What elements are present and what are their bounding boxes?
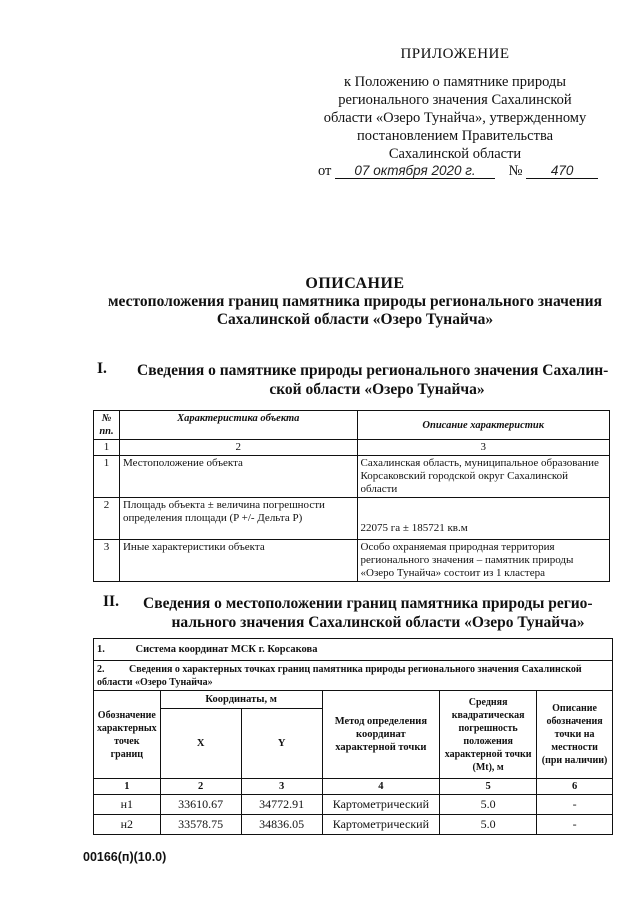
table-row xyxy=(94,795,613,815)
object-info-table xyxy=(93,410,610,582)
header-x: X xyxy=(160,709,241,779)
row-description: Особо охраняемая природная территория регионального значения – памятник природы «Озеро Тунайча» состоит из 1 кластера xyxy=(357,540,609,582)
point-y: 34772.91 xyxy=(241,795,322,815)
point-x: 33578.75 xyxy=(160,815,241,835)
section-2-title xyxy=(143,594,613,632)
points-info-num: 2. xyxy=(97,663,105,675)
table-header-row xyxy=(94,411,610,440)
header-description: Описание характеристик xyxy=(357,411,609,440)
points-info-row xyxy=(94,661,613,691)
header-num: № пп. xyxy=(94,411,120,440)
table-row xyxy=(94,498,610,540)
coord-system-row xyxy=(94,639,613,661)
table-row xyxy=(94,456,610,498)
index-cell: 1 xyxy=(94,779,161,795)
index-cell: 5 xyxy=(440,779,537,795)
header-y: Y xyxy=(241,709,322,779)
index-cell: 2 xyxy=(160,779,241,795)
heading-line-2: Сахалинской области «Озеро Тунайча» xyxy=(216,311,494,328)
header-description: Описание обозначения точки на местности (при наличии) xyxy=(537,691,613,779)
appendix-line-4: постановлением Правительства xyxy=(356,128,554,144)
point-method: Картометрический xyxy=(322,815,440,835)
boundary-points-table xyxy=(93,638,613,835)
heading-title: ОПИСАНИЕ xyxy=(305,275,405,292)
header-characteristic: Характеристика объекта xyxy=(119,411,357,440)
appendix-title: ПРИЛОЖЕНИЕ xyxy=(400,46,510,62)
point-name: н2 xyxy=(94,815,161,835)
order-line xyxy=(318,163,618,180)
section-1-line-2: ской области «Озеро Тунайча» xyxy=(269,381,485,398)
document-heading xyxy=(60,275,640,329)
appendix-block xyxy=(300,45,610,163)
header-point: Обозначение характерных точек границ xyxy=(94,691,161,779)
table-row xyxy=(94,815,613,835)
index-cell: 2 xyxy=(119,440,357,456)
index-cell: 3 xyxy=(357,440,609,456)
points-info-cell xyxy=(94,661,613,691)
index-cell: 1 xyxy=(94,440,120,456)
row-num: 2 xyxy=(94,498,120,540)
point-method: Картометрический xyxy=(322,795,440,815)
heading-line-1: местоположения границ памятника природы регионального значения xyxy=(107,293,602,310)
coord-system-text: Система координат МСК г. Корсакова xyxy=(135,644,318,655)
row-characteristic: Площадь объекта ± величина погрешности определения площади (P +/- Дельта P) xyxy=(119,498,357,540)
point-y: 34836.05 xyxy=(241,815,322,835)
row-num: 3 xyxy=(94,540,120,582)
point-description: - xyxy=(537,815,613,835)
number-label: № xyxy=(508,163,523,179)
from-label: от xyxy=(318,163,332,179)
section-1-number: I. xyxy=(97,360,107,377)
section-2-number: II. xyxy=(103,593,119,610)
appendix-line-5: Сахалинской области xyxy=(388,146,522,162)
points-info-text: Сведения о характерных точках границ памятника природы регионального значения Сахалинской области «Озеро Тунайча» xyxy=(97,663,582,688)
index-cell: 6 xyxy=(537,779,613,795)
coord-system-num: 1. xyxy=(97,644,105,655)
header-method: Метод определения координат характерной точки xyxy=(322,691,440,779)
index-cell: 4 xyxy=(322,779,440,795)
header-error: Средняя квадратическая погрешность положения характерной точки (Мt), м xyxy=(440,691,537,779)
section-2-line-2: нального значения Сахалинской области «Озеро Тунайча» xyxy=(171,614,585,631)
order-number: 470 xyxy=(526,163,598,179)
point-error: 5.0 xyxy=(440,795,537,815)
point-x: 33610.67 xyxy=(160,795,241,815)
section-2-line-1: Сведения о местоположении границ памятника природы регио- xyxy=(143,595,593,612)
table-index-row xyxy=(94,779,613,795)
section-1-line-1: Сведения о памятнике природы регионального значения Сахалин- xyxy=(137,362,609,379)
section-1-title xyxy=(137,361,617,399)
table-header-row xyxy=(94,691,613,709)
row-characteristic: Местоположение объекта xyxy=(119,456,357,498)
header-coords: Координаты, м xyxy=(160,691,322,709)
point-error: 5.0 xyxy=(440,815,537,835)
appendix-line-1: к Положению о памятнике природы xyxy=(343,74,567,90)
index-cell: 3 xyxy=(241,779,322,795)
appendix-line-3: области «Озеро Тунайча», утвержденному xyxy=(323,110,587,126)
appendix-line-2: регионального значения Сахалинской xyxy=(338,92,572,108)
row-num: 1 xyxy=(94,456,120,498)
row-characteristic: Иные характеристики объекта xyxy=(119,540,357,582)
point-description: - xyxy=(537,795,613,815)
table-index-row xyxy=(94,440,610,456)
order-date: 07 октября 2020 г. xyxy=(335,163,495,179)
point-name: н1 xyxy=(94,795,161,815)
coord-system-cell xyxy=(94,639,613,661)
footer-code: 00166(п)(10.0) xyxy=(83,850,167,864)
row-description: 22075 га ± 185721 кв.м xyxy=(357,498,609,540)
row-description: Сахалинская область, муниципальное образование Корсаковский городской округ Сахалинской области xyxy=(357,456,609,498)
table-row xyxy=(94,540,610,582)
